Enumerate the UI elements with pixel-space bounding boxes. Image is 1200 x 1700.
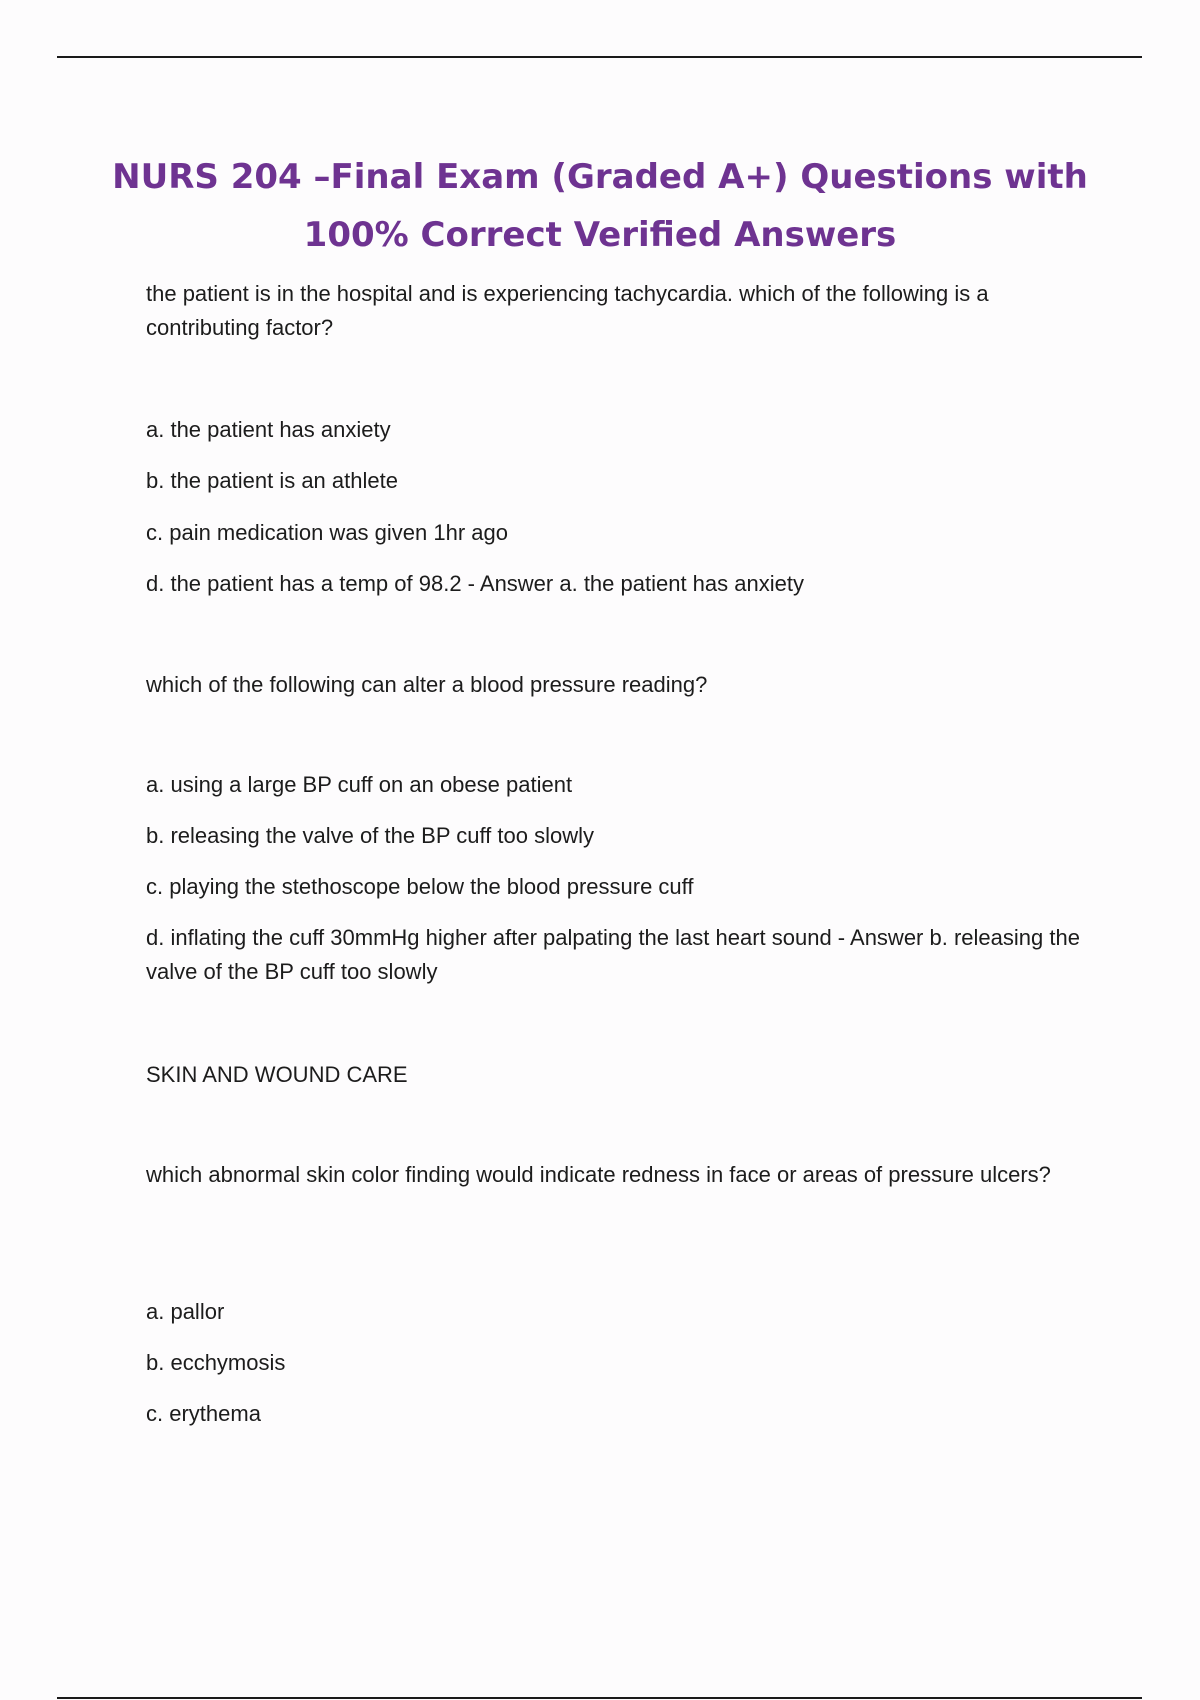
- question-1-option-d: d. the patient has a temp of 98.2 - Answer a. the patient has anxiety: [146, 571, 804, 596]
- question-1-option-b: b. the patient is an athlete: [146, 468, 398, 493]
- question-2-option-b: b. releasing the valve of the BP cuff too slowly: [146, 823, 595, 848]
- document-title: NURS 204 –Final Exam (Graded A+) Questions with 100% Correct Verified Answers: [112, 157, 1088, 255]
- section-heading: SKIN AND WOUND CARE: [146, 1062, 408, 1087]
- bottom-rule: [57, 1697, 1142, 1699]
- question-1-option-c: c. pain medication was given 1hr ago: [146, 520, 508, 545]
- question-3-option-c: c. erythema: [146, 1401, 261, 1426]
- question-2-option-d: d. inflating the cuff 30mmHg higher after palpating the last heart sound - Answer b. releasing the valve of the BP cuff too slowly: [146, 925, 1080, 984]
- top-rule: [57, 56, 1142, 58]
- question-2-prompt: which of the following can alter a blood pressure reading?: [146, 672, 708, 697]
- question-1-prompt: the patient is in the hospital and is experiencing tachycardia. which of the following is a contributing factor?: [146, 281, 989, 340]
- question-3-prompt: which abnormal skin color finding would indicate redness in face or areas of pressure ulcers?: [146, 1162, 1051, 1187]
- question-2-option-c: c. playing the stethoscope below the blood pressure cuff: [146, 874, 694, 899]
- question-1-option-a: a. the patient has anxiety: [146, 417, 391, 442]
- question-3-option-b: b. ecchymosis: [146, 1350, 286, 1375]
- question-2-option-a: a. using a large BP cuff on an obese patient: [146, 772, 573, 797]
- question-3-option-a: a. pallor: [146, 1299, 225, 1324]
